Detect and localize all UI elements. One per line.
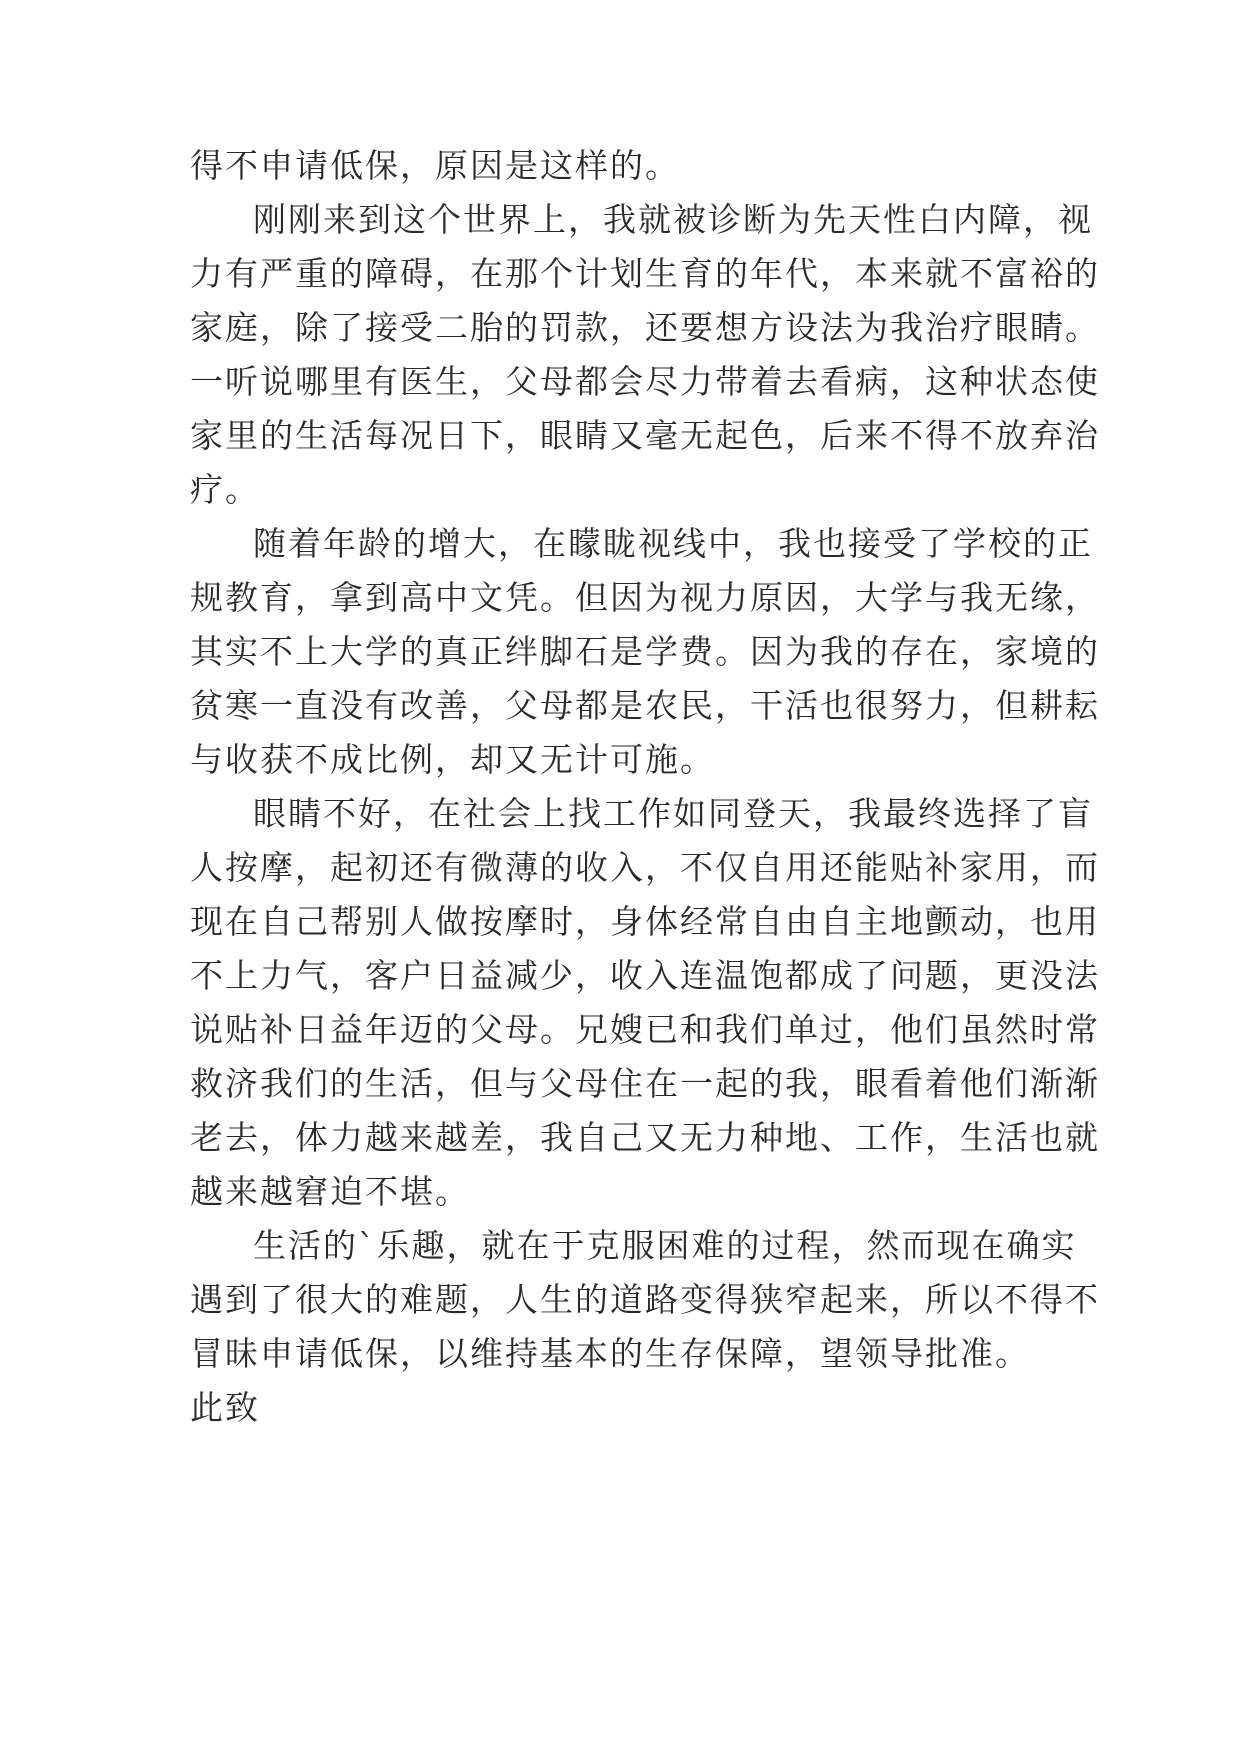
text-line: 疗。	[190, 470, 260, 509]
text-line: 人按摩，起初还有微薄的收入，不仅自用还能贴补家用，而	[190, 848, 1100, 887]
paragraph-first-line: 随着年龄的增大，在矇眬视线中，我也接受了学校的正	[253, 524, 1093, 563]
paragraph-first-line: 生活的`乐趣，就在于克服困难的过程，然而现在确实	[253, 1226, 1077, 1265]
text-line: 家里的生活每况日下，眼睛又毫无起色，后来不得不放弃治	[190, 416, 1100, 455]
closing-salutation: 此致	[190, 1388, 260, 1427]
text-line: 遇到了很大的难题，人生的道路变得狭窄起来，所以不得不	[190, 1280, 1100, 1319]
text-line: 家庭，除了接受二胎的罚款，还要想方设法为我治疗眼睛。	[190, 308, 1100, 347]
text-line: 力有严重的障碍，在那个计划生育的年代，本来就不富裕的	[190, 254, 1100, 293]
text-line: 与收获不成比例，却又无计可施。	[190, 740, 715, 779]
text-line: 越来越窘迫不堪。	[190, 1172, 470, 1211]
text-line: 救济我们的生活，但与父母住在一起的我，眼看着他们渐渐	[190, 1064, 1100, 1103]
paragraph-first-line: 眼睛不好，在社会上找工作如同登天，我最终选择了盲	[253, 794, 1093, 833]
text-line: 冒昧申请低保，以维持基本的生存保障，望领导批准。	[190, 1334, 1030, 1373]
paragraph-first-line: 刚刚来到这个世界上，我就被诊断为先天性白内障，视	[253, 200, 1093, 239]
text-line: 说贴补日益年迈的父母。兄嫂已和我们单过，他们虽然时常	[190, 1010, 1100, 1049]
text-line: 老去，体力越来越差，我自己又无力种地、工作，生活也就	[190, 1118, 1100, 1157]
text-line: 得不申请低保，原因是这样的。	[190, 146, 680, 185]
text-line: 规教育，拿到高中文凭。但因为视力原因，大学与我无缘，	[190, 578, 1100, 617]
text-line: 一听说哪里有医生，父母都会尽力带着去看病，这种状态使	[190, 362, 1100, 401]
text-line: 贫寒一直没有改善，父母都是农民，干活也很努力，但耕耘	[190, 686, 1100, 725]
text-line: 其实不上大学的真正绊脚石是学费。因为我的存在，家境的	[190, 632, 1100, 671]
text-line: 不上力气，客户日益减少，收入连温饱都成了问题，更没法	[190, 956, 1100, 995]
text-line: 现在自己帮别人做按摩时，身体经常自由自主地颤动，也用	[190, 902, 1100, 941]
